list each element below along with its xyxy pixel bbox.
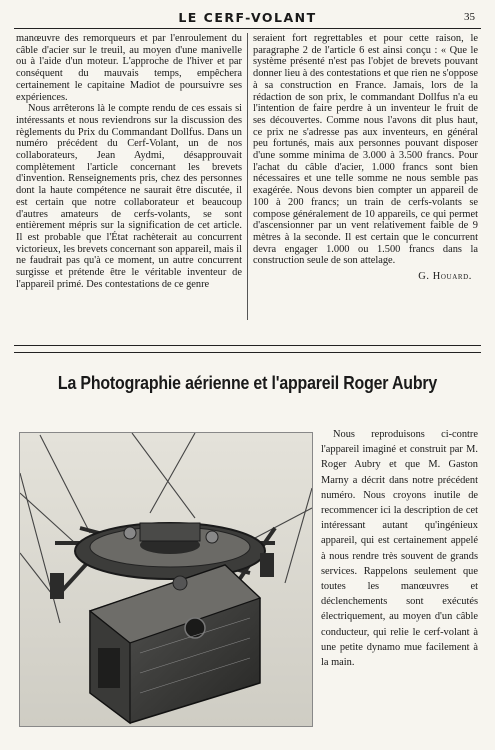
page-number: 35 — [464, 11, 475, 23]
author-signature: G. Houard. — [418, 271, 472, 283]
camera-apparatus-photo — [19, 432, 313, 727]
article-title: La Photographie aérienne et l'appareil Roger Aubry — [57, 372, 438, 393]
section-separator — [14, 345, 481, 353]
column-divider — [247, 33, 248, 320]
paragraph: Nous arrêterons là le compte rendu de ces essais si intéressants et nous reviendrons sur la discussion des règlements du Prix du Commandant Dollfus. Dans un numéro précédent du Cerf-Volant, un de nos collaborateurs, Jean Aydmi, désapprouvait complètement l'article concernant les brevets d'invention. Renseignements pris, chez des personnes dont la haute compétence ne saurait être discutée, il est certain que notre collaborateur et beaucoup d'autres amateurs de cerfs-volants, se sont entièrement mépris sur la signification de cet article. Il est probable que l'État rachèterait au concurrent victorieux, les brevets concernant son appareil, mais il ne faudrait pas qu'à ce moment, un autre concurrent surgisse et prétende être le véritable inventeur de l'appareil primé. Des contestations de ce genre — [16, 103, 242, 290]
running-header — [14, 10, 481, 26]
paragraph: seraient fort regrettables et pour cette raison, le paragraphe 2 de l'article 6 est ainsi conçu : « Que le système présenté n'est pas l'objet de brevets pouvant donner lieu à des contestations et que rien ne s'oppose à sa construction en France. Jamais, lors de la rédaction de son prix, le commandant Dollfus n'a eu l'intention de faire perdre à un inventeur le fruit de ses découvertes. Comme nous l'avons dit plus haut, ce prix ne s'adresse pas aux inventeurs, en général peu fortunés, mais aux personnes pouvant disposer d'une somme minima de 3.000 à 3.500 francs. Pour l'achat du câble d'acier, 1.000 francs sont bien nécessaires et une telle somme ne nous semble pas exagérée. Nous devons bien compter un appareil de 100 à 200 francs; un train de cerfs-volants se compose généralement de 10 appareils, ce qui permet d'ascensionner par un vent relativement faible de 9 mètres à la seconde. Il est certain que le concurrent devra engager 1.000 ou 1.500 francs dans la construction seule de son attelage. — [253, 33, 478, 267]
header-rule — [14, 28, 481, 29]
article-text-column — [321, 427, 478, 670]
paragraph: manœuvre des remorqueurs et par l'enroulement du câble d'acier sur le treuil, au moyen d'une manivelle ou à l'aide d'un moteur. L'approche de l'hiver et par conséquent du mauvais temps, empêchera certainement le capitaine Madiot de poursuivre ses expériences. — [16, 33, 242, 103]
paragraph: Nous reproduisons ci-contre l'appareil imaginé et construit par M. Roger Aubry et que M. Gaston Marny a décrit dans notre précédent numéro. Nous croyons inutile de recommencer ici la description de cet intéressant autant qu'ingénieux appareil, qui est certainement appelé à nous rendre très souvent de grands services. Rappelons seulement que toutes les manœuvres et déclenchements sont exécutés électriquement, au moyen d'un câble conducteur, qui relie le cerf-volant à une petite dynamo mue facilement à la main. — [321, 429, 478, 669]
journal-title: LE CERF-VOLANT — [178, 10, 317, 25]
top-left-column — [16, 33, 242, 290]
top-right-column — [253, 33, 478, 283]
camera-apparatus-illustration — [20, 433, 312, 726]
